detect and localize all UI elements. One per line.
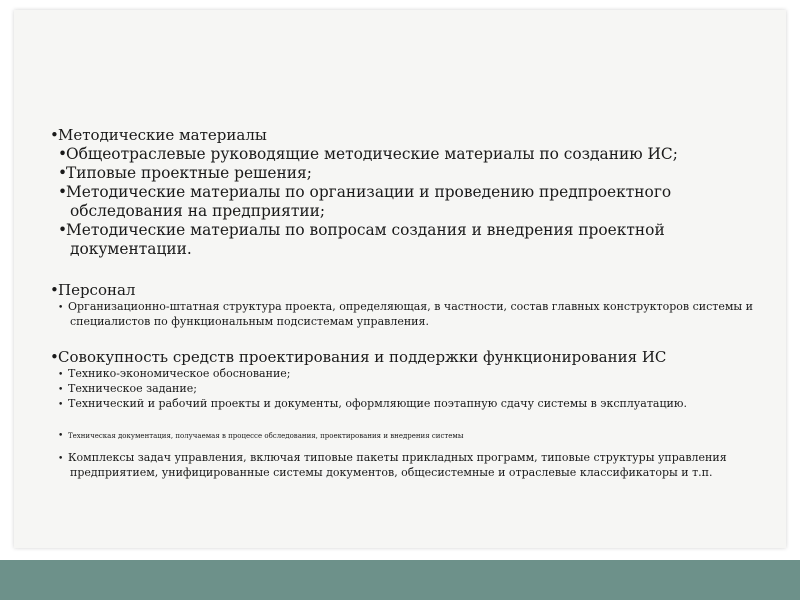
list-item: • Организационно-штатная структура проекта, определяющая, в частности, состав главных конструкторов системы и специалистов по функциональным подсистемам управления. xyxy=(58,300,753,328)
list-item: • Техническое задание; xyxy=(58,382,197,395)
list-item: •Типовые проектные решения; xyxy=(58,164,312,182)
list-item: •Методические материалы по организации и проведению предпроектного обследования на предприятии; xyxy=(58,183,672,220)
slide-content xyxy=(50,126,780,479)
bottom-bar xyxy=(0,560,800,600)
list-item: • Технико-экономическое обоснование; xyxy=(58,367,291,380)
section-personnel: •Персонал xyxy=(50,281,136,299)
list-item: • Комплексы задач управления, включая типовые пакеты прикладных программ, типовые структуры управления предприятием, унифицированные системы документов, общесистемные и отраслевые классификаторы и т.п. xyxy=(58,451,727,479)
list-item: •Методические материалы по вопросам создания и внедрения проектной документации. xyxy=(58,221,665,258)
technical-documentation-item: • Техническая документация, получаемая в процессе обследования, проектирования и внедрения системы xyxy=(58,431,464,441)
list-item: •Общеотраслевые руководящие методические материалы по созданию ИС; xyxy=(58,145,678,163)
list-item: • Технический и рабочий проекты и документы, оформляющие поэтапную сдачу системы в эксплуатацию. xyxy=(58,397,687,410)
section-methodical-materials: •Методические материалы xyxy=(50,126,267,144)
section-design-tools: •Совокупность средств проектирования и поддержки функционирования ИС xyxy=(50,348,667,366)
